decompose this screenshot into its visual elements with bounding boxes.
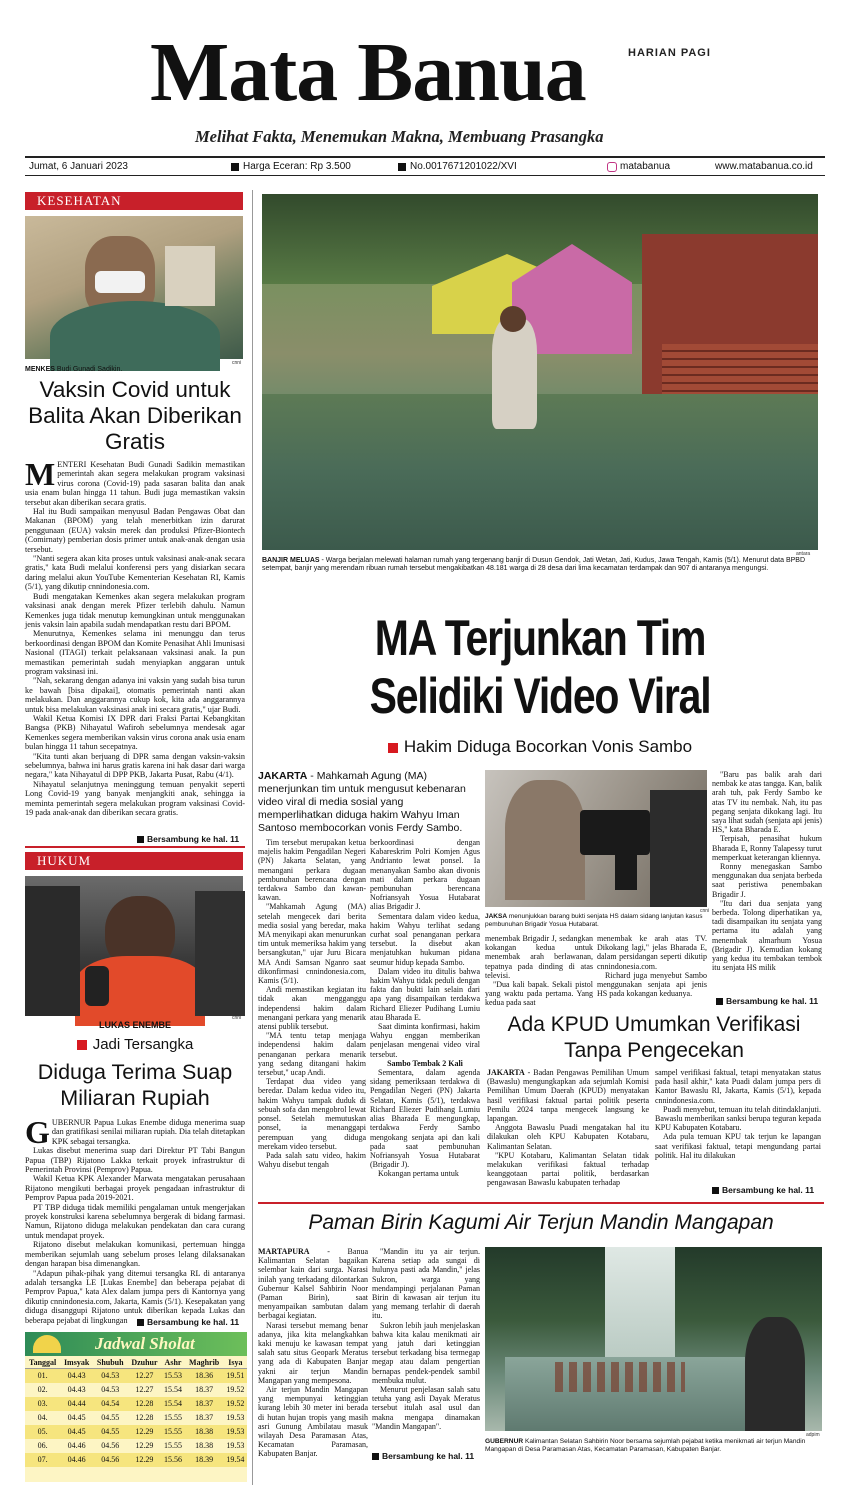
prayer-cell: 01. bbox=[25, 1369, 60, 1383]
hukum-kicker: Jadi Tersangka bbox=[25, 1036, 245, 1053]
ma-col5: "Baru pas balik arah dari nembak ke atas tangga. Kan, balik arah tuh, pak Ferdy Sambo ke atas TV itu nembak. Nah, itu pas pegang senjata dikokang lagi. Itu saya lihat sudah (senjata api jenis) HS," kata Bharada E. Terpisah, penasihat hukum Bharada E, Ronny Talapessy turut memperkuat keterangan kliennya. Ronny menegaskan Sambo menggunakan dua senjata berbeda saat peristiwa penembakan Brigadir J. "Itu dari dua senjata yang berbeda. Tolong diperhatikan ya, tadi disampaikan itu senjata yang pertama itu adalah yang menembak almarhum Yosua (Brigadir J). Kemudian kokang yang kedua itu tembakan tembok itu senjata HS milik bbox=[712, 770, 822, 973]
ma-headline-line1: MA Terjunkan Tim bbox=[374, 610, 706, 666]
caption-lead: GUBERNUR bbox=[485, 1438, 524, 1445]
kpud-col1: JAKARTA - Badan Pengawas Pemilihan Umum (Bawaslu) mengungkapkan ada sejumlah Komisi Pemilihan Umum Daerah (KPUD) menyatakan hasil verifikasi faktual partai politik peserta Pemilu 2024 tanpa mengecek langsung ke lapangan. Anggota Bawaslu Puadi mengatakan hal itu dilakukan oleh KPU Kabupaten Kotabaru, Kalimantan Selatan. "KPU Kotabaru, Kalimantan Selatan tidak melakukan verifikasi faktual terhadap keanggotaan partai politik, berdasarkan pengawasan Bawaslu kabupaten terhadap bbox=[487, 1068, 649, 1188]
dropcap: M bbox=[25, 456, 56, 492]
prayer-row bbox=[25, 1369, 247, 1383]
ma-lead: JAKARTA - Mahkamah Agung (MA) menerjunkan tim untuk mengusut kebenaran video viral di media sosial yang memperlihatkan diduga hakim Wahyu Iman Santoso membocorkan vonis Ferdy Sambo. bbox=[258, 770, 466, 834]
prayer-cell: 19.52 bbox=[224, 1397, 247, 1411]
masthead-info-bar bbox=[25, 156, 825, 176]
website-link[interactable]: www.matabanua.co.id bbox=[715, 161, 813, 172]
prayer-row bbox=[25, 1383, 247, 1397]
section-label-kesehatan: KESEHATAN bbox=[25, 192, 243, 210]
prayer-cell: 02. bbox=[25, 1383, 60, 1397]
prayer-cell: 04. bbox=[25, 1411, 60, 1425]
caption-lead: BANJIR MELUAS bbox=[262, 557, 320, 564]
prayer-cell: 04.55 bbox=[93, 1425, 128, 1439]
ma-col1: Tim tersebut merupakan ketua majelis hakim Pengadilan Negeri (PN) Jakarta Selatan, yang menangani perkara dugaan pembunuhan berencana dengan terdakwa Sambo dan kawan-kawan. "Mahkamah Agung (MA) setelah mengecek dari berita media sosial yang beredar, maka MA menyikapi akan menurunkan tim untuk memeriksa hakim yang bersangkutan," ujar Juru Bicara MA Andi Samsan Nganro saat dikonfirmasi cnnindonesia.com, Kamis (5/1). Andi memastikan kegiatan itu tidak akan mengganggu independensi hakim dalam menangani perkara yang menarik atensi publik tersebut. "MA tentu tetap menjaga independensi hakim dalam penanganan perkara menarik yang sedang ditangani hakim tersebut," ucap Andi. Terdapat dua video yang beredar. Dalam kedua video itu, hakim Wahyu tampak duduk di sebuah sofa dan mengobrol lewat ponsel. Setelah memutuskan ponsel, ia menanggapi perempuan yang diduga merekam video tersebut. Pada salah satu video, hakim Wahyu disebut tengah bbox=[258, 838, 366, 1170]
prayer-cell: 04.55 bbox=[93, 1411, 128, 1425]
prayer-cell: 18.38 bbox=[185, 1439, 224, 1453]
prayer-cell: 15.55 bbox=[161, 1425, 184, 1439]
prayer-cell: 12.28 bbox=[127, 1411, 161, 1425]
issue-price: Harga Eceran: Rp 3.500 bbox=[243, 161, 351, 172]
caption-text: menunjukkan barang bukti senjata HS dalam sidang lanjutan kasus pembunuhan Brigadir Yosua Hutabarat. bbox=[485, 913, 703, 928]
jaksa-caption bbox=[485, 913, 707, 931]
kpud-col2: sampel verifikasi faktual, tetapi menyatakan status pada hasil akhir," kata Puadi dalam jumpa pers di Kantor Bawaslu RI, Jakarta, Kamis (5/1), kepada cnnindonesia.com. Puadi menyebut, temuan itu telah ditindaklanjuti. Bawaslu memberikan sanksi berupa teguran kepada KPU Kabupaten Kotabaru. Ada pula temuan KPU tak terjun ke lapangan saat verifikasi faktual, tetapi mengundang partai politik. Hal itu dilakukan bbox=[655, 1068, 821, 1160]
continued-label: Bersambung ke hal. 11 bbox=[137, 1317, 239, 1327]
kesehatan-headline: Vaksin Covid untuk Balita Akan Diberikan Gratis bbox=[28, 377, 242, 454]
jadwal-sholat-box bbox=[25, 1332, 247, 1482]
prayer-cell: 04.46 bbox=[60, 1453, 93, 1467]
mandin-headline: Paman Birin Kagumi Air Terjun Mandin Mangapan bbox=[308, 1211, 774, 1234]
prayer-cell: 19.51 bbox=[224, 1369, 247, 1383]
prayer-cell: 04.56 bbox=[93, 1453, 128, 1467]
prayer-cell: 18.39 bbox=[185, 1453, 224, 1467]
prayer-row bbox=[25, 1411, 247, 1425]
hukum-headline: Diduga Terima Suap Miliaran Rupiah bbox=[37, 1060, 233, 1110]
prayer-cell: 15.55 bbox=[161, 1411, 184, 1425]
bullet-icon bbox=[231, 163, 239, 171]
prayer-cell: 06. bbox=[25, 1439, 60, 1453]
prayer-cell: 19.52 bbox=[224, 1383, 247, 1397]
prayer-cell: 04.44 bbox=[60, 1397, 93, 1411]
jadwal-title: Jadwal Sholat bbox=[95, 1334, 195, 1353]
prayer-cell: 04.43 bbox=[60, 1383, 93, 1397]
caption-lead: MENKES bbox=[25, 366, 55, 373]
kpud-headline: Ada KPUD Umumkan Verifikasi Tanpa Pengecekan bbox=[507, 1013, 801, 1062]
photo-credit: cnni bbox=[232, 1015, 242, 1021]
red-square-icon bbox=[388, 743, 398, 753]
mosque-icon bbox=[33, 1335, 61, 1353]
caption-text: - Warga berjalan melewati halaman rumah yang tergenang banjir di Dusun Gendok, Jati Wetan, Jati, Kudus, Jawa Tengah, Kamis (5/1). Menurut data BPBD setempat, banjir yang merendam ribuan rumah tersebut mengakibatkan 48.181 warga di 28 desa dari lima kecamatan terdampak dan 907 di antaranya mengungsi. bbox=[262, 557, 806, 573]
mandin-col2: "Mandin itu ya air terjun. Karena setiap ada sungai di hulunya pasti ada Mandin," jelas Sukron, warga yang mendampingi perjalanan Paman Birin di kawasan air terjun itu yang memang terlahir di daerah itu. Sukron lebih jauh menjelaskan bahwa kita kalau menikmati air yang jatuh dari ketinggian tersebut terkadang bisa termegap megap atau dalam pengertian bernapas pendek-pendek sambil membuka mulut. Menurut penjelasan salah satu tetuha yang asli Dayak Meratus tersebut itulah asal usul dan makna mengapa dinamakan "Mandin Mangapan". bbox=[372, 1247, 480, 1431]
instagram-handle[interactable]: matabanua bbox=[620, 161, 671, 172]
prayer-cell: 12.29 bbox=[127, 1425, 161, 1439]
prayer-cell: 15.56 bbox=[161, 1453, 184, 1467]
prayer-cell: 04.46 bbox=[60, 1439, 93, 1453]
prayer-cell: 18.38 bbox=[185, 1425, 224, 1439]
ma-col4: menembak ke arah atas TV. Dikokang lagi," jelas Bharada E, dalam persidangan seperti dikutip cnnindonesia.com. Richard juga menyebut Sambo menggunakan senjata api jenis HS pada kokangan keduanya. bbox=[597, 934, 707, 999]
prayer-cell: 04.53 bbox=[93, 1369, 128, 1383]
ma-kicker: Hakim Diduga Bocorkan Vonis Sambo bbox=[262, 737, 818, 757]
flood-caption bbox=[262, 557, 818, 593]
prayer-times-table: Tanggal Imsyak Shubuh Dzuhur Ashr Maghrib Isya 01. 04.43 04.53 12.27 15.53 18.36 19.51 02. 04.43 04.53 12.27 15.54 18.37 19.52 03. 04.44 04.54 12.28 15.54 18.37 19.52 04. 04.45 04.55 12.28 15.55 18.37 19.53 05. 04.45 04.55 12.29 15.55 18.38 19.53 06. 04.46 04.56 12.29 15.55 18.38 19.53 07. 04.46 04.56 12.29 15.56 18.39 19.54 bbox=[25, 1357, 247, 1467]
prayer-cell: 03. bbox=[25, 1397, 60, 1411]
flood-photo bbox=[262, 194, 818, 550]
prayer-cell: 12.27 bbox=[127, 1383, 161, 1397]
prayer-cell: 15.55 bbox=[161, 1439, 184, 1453]
prayer-cell: 04.45 bbox=[60, 1425, 93, 1439]
bullet-icon bbox=[398, 163, 406, 171]
prayer-cell: 12.29 bbox=[127, 1439, 161, 1453]
prayer-cell: 12.28 bbox=[127, 1397, 161, 1411]
prayer-cell: 12.29 bbox=[127, 1453, 161, 1467]
continued-label: Bersambung ke hal. 11 bbox=[137, 834, 239, 844]
mandin-col1: MARTAPURA - Banua Kalimantan Selatan bagaikan selembar kain dari surga. Narasi inilah yang terkadang dilontarkan Gubernur Kalsel Sahbirin Noor (Paman Birin), saat menyampaikan sambutan dalam berbagai kegiatan. Narasi tersebut memang benar adanya, jika kita melangkahkan kaki menuju ke kawasan tempat salah satu situs Geopark Meratus yang ada di Kabupaten Banjar yakni air terjun Mandin Mangapan yang mempesona. Air terjun Mandin Mangapan yang mempunyai ketinggian kurang lebih 30 meter ini berada di hutan hujan tropis yang masih asri Gunung Ambilatau masuk wilayah Desa Paramasan Atas, Kecamatan Paramasan, Kabupaten Banjar. bbox=[258, 1247, 368, 1459]
kesehatan-body: MENTERI Kesehatan Budi Gunadi Sadikin memastikan pemerintah akan segera melakukan program vaksinasi virus corona (Covid-19) pada sasaran balita dan anak usia enam bulan hingga 11 tahun. Budi juga memastikan vaksin tersebut akan diberikan secara gratis. Hal itu Budi sampaikan menyusul Badan Pengawas Obat dan Makanan (BPOM) yang telah menerbitkan izin darurat penggunaan (EUA) vaksin merek dan produksi Pfizer-Biontech (Comirnaty) pemberian dosis primer untuk anak-anak dengan usia tersebut. "Nanti segera akan kita proses untuk vaksinasi anak-anak secara gratis," kata Budi melalui konferensi pers yang disiarkan secara daring melalui akun YouTube Kementerian Kesehatan RI, Kamis (5/1), yang dikutip cnnindonesia.com. Budi mengatakan Kemenkes akan segera melakukan program vaksinasi anak dengan merek Pfizer terlebih dahulu. Namun Kemenkes juga tidak menutup kemungkinan untuk menggunakan jenis vaksin lain apabila sudah mendapatkan restu dari BPOM. Menurutnya, Kemenkes selama ini menunggu dan terus berkoordinasi dengan BPOM dan Komite Penasihat Ahli Imunisasi Nasional (ITAGI) terkait pelaksanaan vaksinasi anak. Ia pun memastikan pemerintah sudah menyiapkan anggaran untuk program vaksinasi ini. "Nah, sekarang dengan adanya ini vaksin yang sudah bisa turun ke bawah [bisa dipakai], otomatis pemerintah nanti akan melakukan. Dan anggarannya cukup kok, kita ada anggarannya untuk bisa melakukan vaksinasi anak ini secara gratis," ujar Budi. Wakil Ketua Komisi IX DPR dari Fraksi Partai Kebangkitan Bangsa (PKB) Nihayatul Wafiroh sebelumnya mendesak agar Kemenkes segera memberikan vaksin virus corona anak usia enam bulan hingga 11 tahun secepatnya. "Kita tunti akan berjuang di DPR sama dengan vaksin-vaksin sebelumnya, bahwa ini harus gratis karena ini hak dasar dari warga negara," kata Nihayatul di DPP PKB, Jakarta Pusat, Rabu (4/1). Nihayatul selanjutnya meninggung temuan penyakit seperti Long Covid-19 yang banyak menjangkiti anak, sehingga ia meminta pemerintah segera melakukan program vaksinasi Covid-19 pada anak-anak dan diberikan secara gratis. bbox=[25, 456, 245, 818]
continued-label: Bersambung ke hal. 11 bbox=[712, 1185, 814, 1195]
ma-col2: berkoordinasi dengan Kabareskrim Polri Komjen Agus Andrianto lewat ponsel. Ia menanyakan Sambo akan divonis mati dalam perkara dugaan pembunuhan berencana Nofriansyah Yosua Hutabarat alias Brigadir J. Sementara dalam video kedua, hakim Wahyu terlihat sedang curhat soal penanganan perkara tersebut. Ia disebut akan menjatuhkan hukuman pidana seumur hidup kepada Sambo. Dalam video itu ditulis bahwa hakim Wahyu tidak peduli dengan fakta dan bukti lain selain dari apa yang disampaikan terdakwa Richard Eliezer Pudihang Lumiu atau Bharada E. Saat diminta konfirmasi, hakim Wahyu enggan memberikan penjelasan mengenai video viral tersebut. Sambo Tembak 2 Kali Sementara, dalam agenda sidang pemeriksaan terdakwa di Pengadilan Negeri (PN) Jakarta Selatan, Kamis (5/1), terdakwa Richard Eliezer Pudihang Lumiu alias Bharada E mengungkap, terdakwa Ferdy Sambo mengokang senjata api dan kali pada saat pembunuhan Nofriansyah Yosua Hutabarat (Brigadir J). Kokangan pertama untuk bbox=[370, 838, 480, 1179]
jadwal-header bbox=[25, 1332, 247, 1356]
lukas-enembe-photo bbox=[25, 876, 243, 1014]
prayer-cell: 19.53 bbox=[224, 1411, 247, 1425]
photo-credit: adpim bbox=[806, 1432, 820, 1438]
prayer-cell: 19.53 bbox=[224, 1439, 247, 1453]
ma-headline-line2: Selidiki Video Viral bbox=[369, 668, 711, 724]
continued-label: Bersambung ke hal. 11 bbox=[372, 1451, 474, 1461]
photo-credit: antara bbox=[796, 551, 811, 557]
prayer-cell: 15.53 bbox=[161, 1369, 184, 1383]
prayer-row bbox=[25, 1425, 247, 1439]
prayer-cell: 18.36 bbox=[185, 1369, 224, 1383]
menkes-caption bbox=[25, 366, 245, 376]
caption-text: Kalimantan Selatan Sahbirin Noor bersama sejumlah pejabat ketika menikmati air terjun Mandin Mangapan di Desa Paramasan Atas, Kecamatan Paramasan, Kabupaten Banjar. bbox=[485, 1438, 806, 1454]
prayer-cell: 15.54 bbox=[161, 1397, 184, 1411]
gubernur-caption bbox=[485, 1438, 822, 1458]
prayer-cell: 04.43 bbox=[60, 1369, 93, 1383]
section-label-hukum: HUKUM bbox=[25, 852, 243, 870]
red-square-icon bbox=[77, 1040, 87, 1050]
instagram-icon bbox=[607, 162, 617, 172]
ma-subhead: Sambo Tembak 2 Kali bbox=[387, 1058, 463, 1068]
prayer-cell: 04.56 bbox=[93, 1439, 128, 1453]
prayer-cell: 04.45 bbox=[60, 1411, 93, 1425]
caption-lead: JAKSA bbox=[485, 913, 508, 920]
prayer-row bbox=[25, 1439, 247, 1453]
photo-credit: cnni bbox=[700, 908, 710, 914]
prayer-cell: 18.37 bbox=[185, 1383, 224, 1397]
prayer-cell: 04.53 bbox=[93, 1383, 128, 1397]
ma-col3: menembak Brigadir J, sedangkan kokangan kedua untuk menembak arah berlawanan, tepatnya pada dinding di atas televisi. "Dua kali bapak. Sekali pistol yang waktu pada pertama. Yang kedua pada saat bbox=[485, 934, 593, 1008]
prayer-cell: 19.53 bbox=[224, 1425, 247, 1439]
menkes-photo bbox=[25, 216, 243, 359]
prayer-row bbox=[25, 1453, 247, 1467]
prayer-cell: 05. bbox=[25, 1425, 60, 1439]
continued-label: Bersambung ke hal. 11 bbox=[716, 996, 818, 1006]
prayer-cell: 15.54 bbox=[161, 1383, 184, 1397]
issue-number: No.0017671201022/XVI bbox=[410, 161, 517, 172]
caption-text: Budi Gunadi Sadikin. bbox=[56, 366, 123, 373]
hukum-caption: LUKAS ENEMBE bbox=[98, 1020, 171, 1030]
issue-date: Jumat, 6 Januari 2023 bbox=[29, 161, 128, 172]
jaksa-pistol-photo bbox=[485, 770, 707, 907]
prayer-cell: 12.27 bbox=[127, 1369, 161, 1383]
prayer-cell: 04.54 bbox=[93, 1397, 128, 1411]
masthead-edition: HARIAN PAGI bbox=[628, 47, 711, 59]
photo-credit: cnni bbox=[232, 360, 242, 366]
prayer-row bbox=[25, 1397, 247, 1411]
prayer-cell: 19.54 bbox=[224, 1453, 247, 1467]
waterfall-photo bbox=[485, 1247, 822, 1431]
prayer-cell: 07. bbox=[25, 1453, 60, 1467]
masthead-title: Mata Banua bbox=[150, 26, 586, 119]
masthead-tagline: Melihat Fakta, Menemukan Makna, Membuang Prasangka bbox=[195, 127, 604, 146]
dropcap: G bbox=[25, 1114, 50, 1150]
prayer-cell: 18.37 bbox=[185, 1411, 224, 1425]
prayer-cell: 18.37 bbox=[185, 1397, 224, 1411]
hukum-body: GUBERNUR Papua Lukas Enembe diduga menerima suap dan gratifikasi senilai miliaran rupiah. Dia telah ditetapkan KPK sebagai tersangka. Lukas disebut menerima suap dari Direktur PT Tabi Bangun Papua (TBP) Rijatono Lakka terkait proyek infrastruktur di Pemerintah Provinsi (Pemprov) Papua. Wakil Ketua KPK Alexander Marwata mengatakan perusahaan Rijatono mengikuti berbagai proyek pengadaan infrastruktur di Pemprov Papua pada 2019-2021. PT TBP diduga tidak memiliki pengalaman untuk mengerjakan proyek konstruksi karena sebelumnya bergerak di bidang farmasi. Namun, Rijatono diduga melakukan pendekatan dan cara curang untuk mendapat proyek. Rijatono disebut melakukan komunikasi, pertemuan hingga memberikan sejumlah uang sebelum proses lelang dilaksanakan dengan harapan bisa dimenangkan. "Adapun pihak-pihak yang ditemui tersangka RL di antaranya adalah tersangka LE [Lukas Enembe] dan beberapa pejabat di Pemprov Papua," kata Alex dalam jumpa pers di Kantornya yang dikutip cnnindonesia.com, Jakarta, Kamis (5/1). Kesepakatan yang diduga disanggupi Rijatono untuk diberikan kepada Lukas dan beberapa pejabat di lingkungan bbox=[25, 1114, 245, 1325]
